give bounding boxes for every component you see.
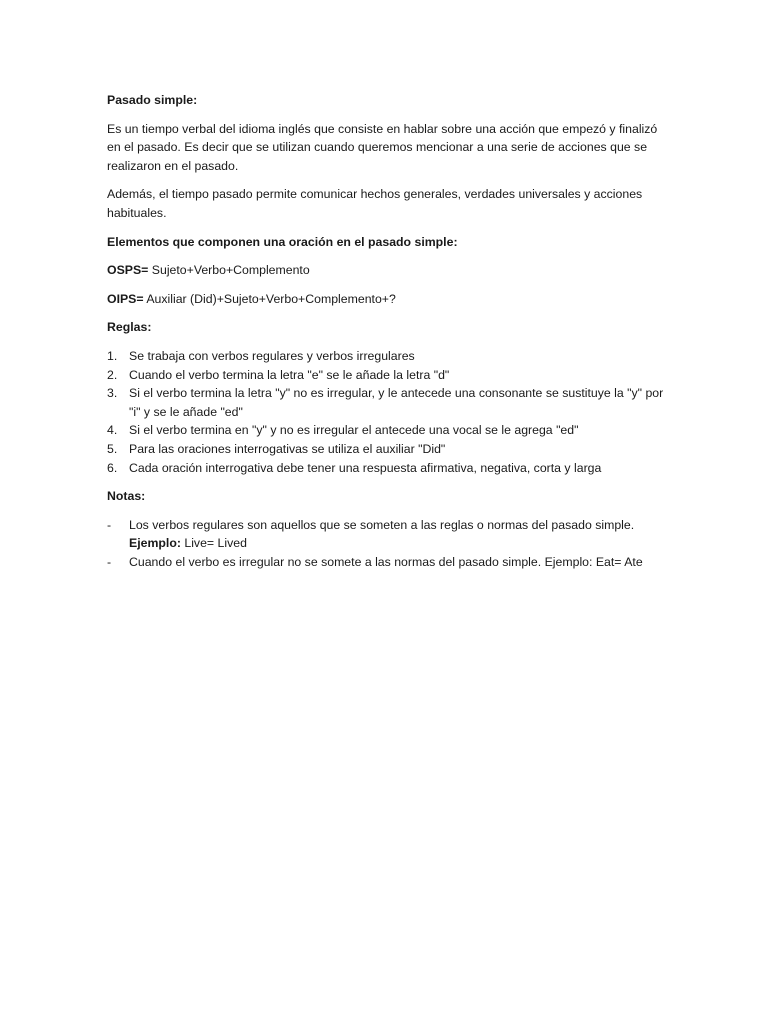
example-label: Ejemplo:: [129, 536, 181, 551]
formula-text: Auxiliar (Did)+Sujeto+Verbo+Complemento+?: [143, 291, 396, 306]
list-number: 3.: [107, 386, 118, 401]
list-item-text: Si el verbo termina la letra "y" no es irregular, y le antecede una consonante se sustituye la "y" por "i" y se le añade "ed": [129, 386, 664, 419]
notes-heading: Notas:: [107, 489, 146, 504]
list-item-text: Cuando el verbo termina la letra "e" se le añade la letra "d": [129, 367, 450, 382]
document-body: [107, 91, 667, 581]
list-item: [107, 459, 667, 478]
list-bullet: -: [107, 517, 112, 532]
list-bullet: -: [107, 554, 112, 569]
formula-oips: [107, 290, 667, 309]
intro-paragraph: Es un tiempo verbal del idioma inglés que consiste en hablar sobre una acción que empezó y finalizó en el pasado. Es decir que se utilizan cuando queremos mencionar a una serie de acciones que se realizaron en el pasado.: [107, 121, 658, 173]
intro-paragraph: Además, el tiempo pasado permite comunicar hechos generales, verdades universales y acciones habituales.: [107, 187, 643, 220]
list-number: 4.: [107, 423, 118, 438]
list-item: [107, 421, 667, 440]
list-item-text: Cuando el verbo es irregular no se somete a las normas del pasado simple. Ejemplo: Eat= Ate: [129, 554, 643, 569]
rules-heading: Reglas:: [107, 320, 152, 335]
list-item: [107, 440, 667, 459]
list-number: 1.: [107, 348, 118, 363]
list-item-text: Si el verbo termina en "y" y no es irregular el antecede una vocal se le agrega "ed": [129, 423, 579, 438]
notes-list: [107, 516, 667, 572]
formula-label: OSPS=: [107, 263, 149, 278]
list-number: 6.: [107, 460, 118, 475]
list-number: 5.: [107, 441, 118, 456]
rules-list: [107, 347, 667, 477]
formula-label: OIPS=: [107, 291, 144, 306]
formula-text: Sujeto+Verbo+Complemento: [148, 263, 310, 278]
list-number: 2.: [107, 367, 118, 382]
list-item: [107, 516, 667, 553]
list-item: [107, 347, 667, 366]
example-text: Live= Lived: [180, 536, 247, 551]
document-title: Pasado simple:: [107, 93, 198, 107]
list-item-text: Los verbos regulares son aquellos que se someten a las reglas o normas del pasado simple.: [129, 517, 635, 532]
list-item: [107, 366, 667, 385]
list-item-text: Cada oración interrogativa debe tener una respuesta afirmativa, negativa, corta y larga: [129, 460, 602, 475]
list-item-text: Para las oraciones interrogativas se utiliza el auxiliar "Did": [129, 441, 446, 456]
list-item: [107, 553, 667, 572]
list-item-text: Se trabaja con verbos regulares y verbos irregulares: [129, 348, 415, 363]
elements-heading: Elementos que componen una oración en el pasado simple:: [107, 234, 458, 249]
list-item: [107, 384, 667, 421]
formula-osps: [107, 261, 667, 280]
